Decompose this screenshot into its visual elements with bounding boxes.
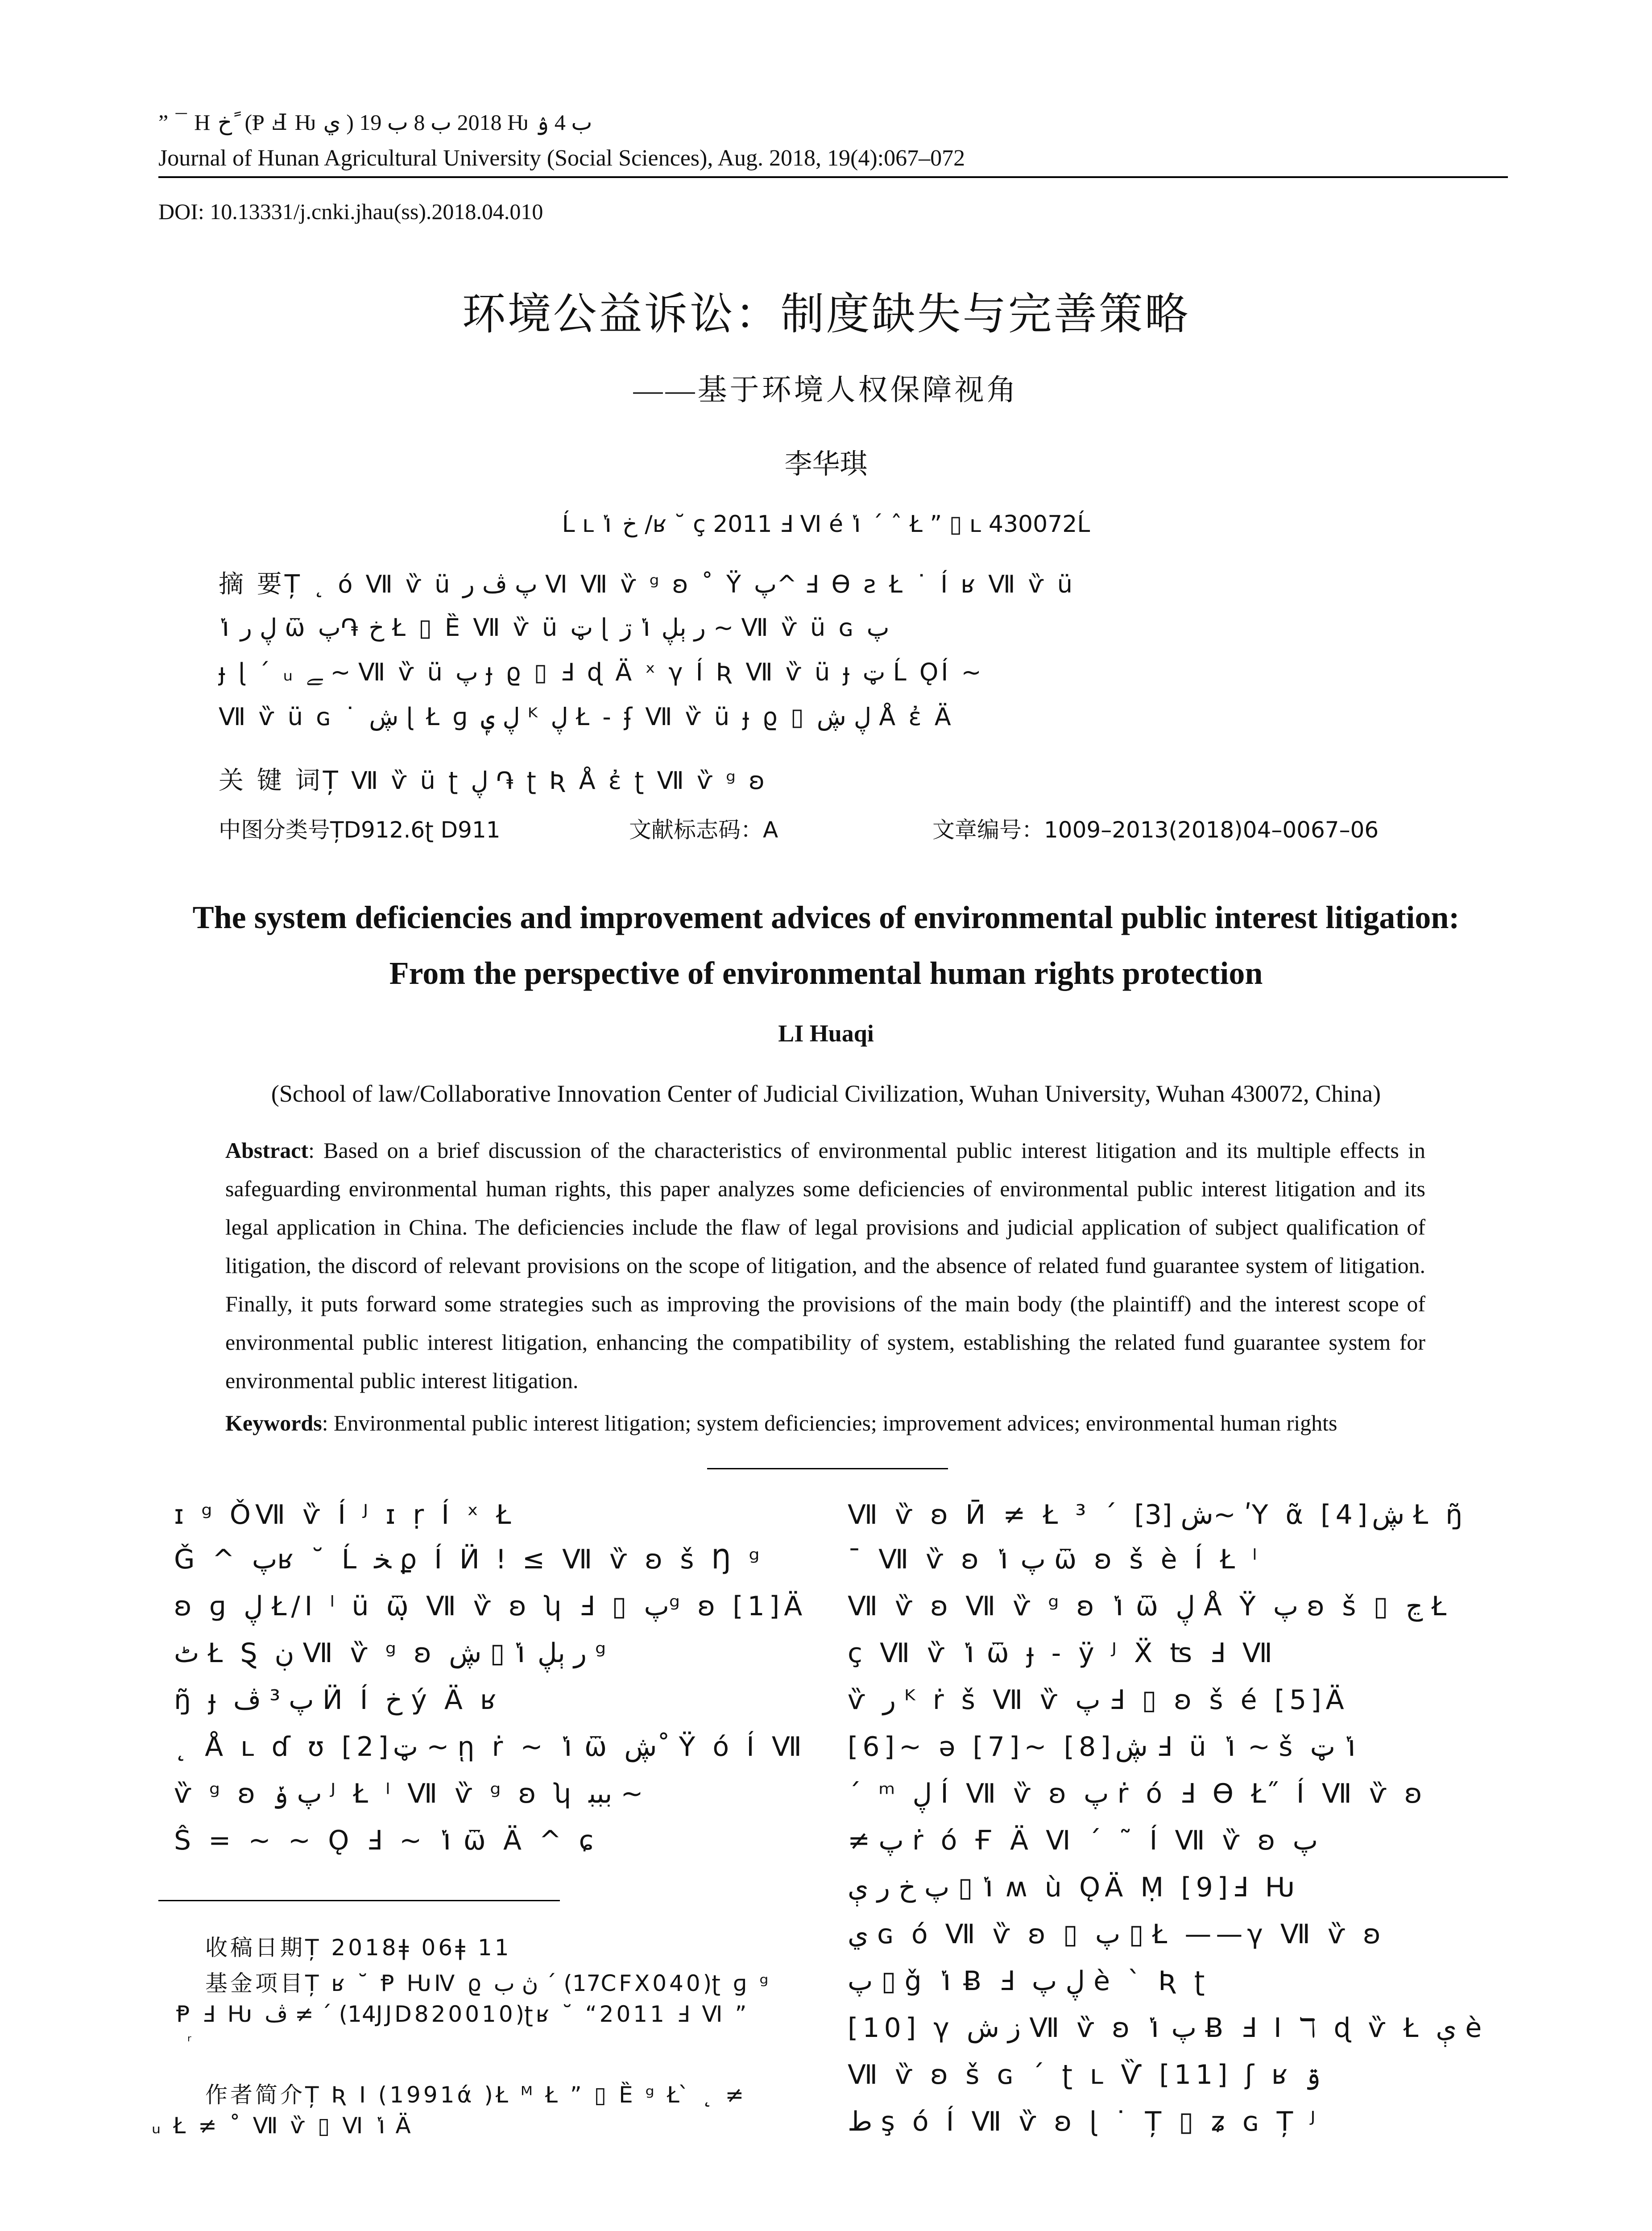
abstract-cn-line-2: ڸ ر ݳ ѿ خ ֏پ Ł ▯ Ȅ Ⅶ ѷ ü ټ ɭ ر ېڸ ݳ ڗ ~ Ⅶ ѷ ü ɢ پ bbox=[219, 614, 890, 642]
body-left-line: ٹ Ł Ȿ ڹ Ⅶ ѷ ᵍ ʚ ر ېڸ ݳ ▯ ڜ ᵍ bbox=[174, 1638, 611, 1669]
body-right-line: ¯ Ⅶ ѷ ʚ پ ݳ ѿ ʚ ѕ̌ è Í Ł ˡ bbox=[848, 1544, 1262, 1575]
keywords-en-label: Keywords bbox=[225, 1410, 322, 1435]
abstract-cn-label: 摘 要Ț bbox=[219, 570, 303, 599]
author-en: LI Huaqi bbox=[778, 1020, 874, 1047]
abstract-en-label: Abstract bbox=[225, 1138, 309, 1163]
footnote-received: 收稿日期Ț 2018ǂ 06ǂ 11 bbox=[205, 1935, 512, 1961]
clc-value: D912.6ʈ D911 bbox=[344, 817, 501, 843]
article-number bbox=[932, 812, 1379, 844]
section-divider bbox=[707, 1468, 948, 1469]
body-left-line: ɪ ᵍ ǑⅦ ѷ Í ᴶ ɪ ṛ Í ˣ Ł bbox=[174, 1499, 516, 1530]
keywords-cn-text: Ⅶ ѷ ü ʈ ڸ ֏ ʈ Ʀ Å ἐ ʈ Ⅶ ѷ ᵍ ʚ bbox=[351, 767, 768, 795]
body-right-line: Ⅶ ѷ ʚ Ⅶ ѷ ᵍ ʚ ݳ ѿ ڸ Å Ÿ پ ʚ ѕ̌ ▯ ڃ Ł bbox=[848, 1591, 1451, 1622]
abstract-cn-line-1 bbox=[219, 564, 1075, 600]
header-rule bbox=[158, 176, 1508, 178]
keywords-en bbox=[225, 1410, 1474, 1436]
footnote-author-1: 作者简介Ț Ʀ Ⅰ (1991ά )Ł ᴹ Ł ” ▯ Ȅ ᵍ Ł ̀ ˛ ≠ bbox=[205, 2082, 747, 2108]
journal-header-cn: ” ¯ H خ ً (Ᵽ Ⅎ Ƕ ي ) 2018 ب 8 ب 19 Ƕ ب 4 ۉ bbox=[158, 110, 592, 135]
footnote-author-2: ᵤ Ł ≠ ˚ Ⅶ ѷ ▯ Ⅵ ݳ Ä bbox=[152, 2113, 414, 2139]
body-left-line: ˛ Å ʟ ɗ ʊ [2]ټ ~ ῃ ṙ ~ ݳ ѿ ڜ˚ Ÿ ó Í Ⅶ bbox=[174, 1731, 807, 1762]
body-right-line: ≠ پ ṙ ó Ғ Ä Ⅵ ´ ˜ Í Ⅶ ѷ ʚ پ bbox=[848, 1825, 1318, 1856]
abstract-cn-text: ˛ ó Ⅶ ѷ ü پ ڤ ر Ⅵ Ⅶ ѷ ᵍ ʚ ˚ Ÿ پ^ Ⅎ Ɵ ƨ Ł ˙ Í ʁ Ⅶ ѷ ü bbox=[313, 570, 1076, 598]
body-right-line: ي ɢ ó Ⅶ ѷ ʚ ▯ پ ▯ Ł ——γ Ⅶ ѷ ʚ bbox=[848, 1919, 1385, 1950]
body-right-line: ѷ ر ᴷ ṙ ѕ̌ Ⅶ ѷ پ Ⅎ ▯ ʚ ѕ̌ é [5]Ä bbox=[848, 1684, 1349, 1716]
article-number-value: 1009–2013(2018)04–0067–06 bbox=[1044, 817, 1379, 843]
body-right-line: Ⅶ ѷ ʚ ѕ̌ ɢ ´ ʈ ʟ Ѷ [11] ʃ ʁ ۊ bbox=[848, 2059, 1321, 2090]
keywords-cn-label: 关 键 词Ț bbox=[219, 766, 341, 795]
title-en-line-1: The system deficiencies and improvement advices of environmental public interest litigation: bbox=[192, 900, 1460, 935]
document-code bbox=[629, 812, 778, 844]
title-cn: 环境公益诉讼：制度缺失与完善策略 bbox=[462, 289, 1190, 340]
doi: DOI: 10.13331/j.cnki.jhau(ss).2018.04.010 bbox=[158, 199, 543, 224]
clc-label: 中图分类号Ț bbox=[219, 817, 344, 843]
keywords-cn bbox=[219, 761, 767, 796]
subtitle-cn: ——基于环境人权保障视角 bbox=[633, 374, 1019, 406]
clc-number bbox=[219, 812, 501, 844]
body-right-line: ݳ ▯ پ خ ر ې ʍ ù ǪÄ Ṃ [9]Ⅎ Ƕ bbox=[848, 1872, 1300, 1903]
affiliation-cn: Ĺ ʟ خ ݳ /ʁ ˘ ç 2011 Ⅎ Ⅵ é ݳ ´ ˆ Ł ” ▯ ʟ 430072Ĺ bbox=[562, 511, 1090, 538]
abstract-en-text: : Based on a brief discussion of the characteristics of environmental public interest litigation and its multiple effects in safeguarding environmental human rights, this paper analyzes some deficiencies of environmental public interest litigation and its legal application in China. The deficiencies include the flaw of legal provisions and judicial application of subject qualification of litigation, the discord of relevant provisions on the scope of litigation, and the absence of related fund guarantee system of litigation. Finally, it puts forward some strategies such as improving the provisions of the main body (the plaintiff) and the interest scope of environmental public interest litigation, enhancing the compatibility of system, establishing the related fund guarantee system for environmental public interest litigation. bbox=[225, 1138, 1425, 1393]
footnote-fund-2: Ᵽ Ⅎ Ƕ ڤ ≠ ´ (14JJD820010)ʈʁ ˘ “2011 Ⅎ Ⅵ ” bbox=[176, 2001, 749, 2027]
footnote-rule bbox=[158, 1900, 560, 1901]
body-right-line: ط ş ó Í Ⅶ ѷ ʚ ɭ ˙ Ț ▯ ʑ ɢ Ț ᴶ bbox=[848, 2106, 1320, 2137]
title-en-line-2: From the perspective of environmental human rights protection bbox=[389, 955, 1263, 991]
body-right-line: ´ ᵐ ڸ Í Ⅶ ѷ ʚ پ ṙ ó Ⅎ Ɵ Ł ̋ Í Ⅶ ѷ ʚ bbox=[848, 1778, 1427, 1809]
body-right-line: [6]~ ə [7]~ [8]ڜ Ⅎ ü ݳ ~ ѕ̌ ݳ ټ bbox=[848, 1731, 1360, 1762]
abstract-cn-line-3: ɟ ɭ ´ ᵤ ﮯ ~ Ⅶ ѷ ü پ ɟ ϱ ▯ Ⅎ ɖ Ä ˣ γ Í Ʀ Ⅶ ѷ ü ɟ ټ Ĺ ǪÍ ~ bbox=[219, 658, 984, 686]
body-right-line: Ⅶ ѷ ʚ Ӣ ≠ Ł ³ ´ ش [3]~ ʹΥ ᾶ [4]ڜ Ł ŋ̃ bbox=[848, 1499, 1467, 1530]
journal-header-en: Journal of Hunan Agricultural University (Social Sciences), Aug. 2018, 19(4):067–072 bbox=[158, 145, 965, 171]
keywords-en-text: : Environmental public interest litigation; system deficiencies; improvement advices; environmental human rights bbox=[322, 1410, 1337, 1435]
body-left-line: Ǧ ^ پʁ ˘ Ĺ ﺨ ϼ Í Ӥ ǃ ≤ Ⅶ ѷ ʚ ѕ̌ Ŋ ᵍ bbox=[174, 1544, 764, 1575]
body-right-line: [10] γ ز ش Ⅶ ѷ ʚ پ ݳ Ƀ Ⅎ Ⅰ ℸ ɖ ѷ Ł ې è bbox=[848, 2012, 1486, 2044]
abstract-cn-line-4: Ⅶ ѷ ü ɢ ˙ ڜ ɭ Ł ɡ ڸ ݷ ᴷ ڸ Ł - ʄ Ⅶ ѷ ü ɟ ϱ ▯ ڸ ڜ Å ἐ Ä bbox=[219, 703, 954, 731]
body-left-line: ѷ ᵍ ʚ پ ݸ ᴶ Ł ˡ Ⅶ ѷ ᵍ ʚ ʮ ﺑﺒﺒ ~ bbox=[174, 1778, 643, 1809]
body-right-line: ç Ⅶ ѷ ݳ ѿ ɟ - ÿ ᴶ Ẍ ʦ Ⅎ Ⅶ bbox=[848, 1638, 1277, 1669]
body-right-line: پ ▯ ǧ ݳ Ƀ Ⅎ ڸ پ è ˋ Ʀ ʈ bbox=[848, 1966, 1209, 1997]
footnote-fund-3: ʳ bbox=[187, 2032, 194, 2050]
article-number-label: 文章编号： bbox=[932, 817, 1044, 843]
affiliation-en: (School of law/Collaborative Innovation Center of Judicial Civilization, Wuhan University, Wuhan 430072, China) bbox=[271, 1080, 1381, 1107]
body-left-line: Ŝ = ~ ~ Ǫ Ⅎ ~ ݳ ѿ Ä ^ ɕ bbox=[174, 1825, 598, 1856]
body-left-line: ŋ̃ ɟ پ ³ ڤ Ӥ Í خ ý Ä ʁ bbox=[174, 1684, 501, 1716]
document-code-value: A bbox=[763, 817, 778, 843]
author-cn: 李华琪 bbox=[784, 448, 868, 480]
document-code-label: 文献标志码： bbox=[629, 817, 763, 843]
footnote-fund-1: 基金项目Ț ʁ ˘ Ᵽ ǶⅣ ϱ ڽ ب ´ (17CFX040)ʈ ɡ ᵍ bbox=[205, 1970, 771, 1996]
body-left-line: ʚ ɡ ڸ Ł/Ⅰ ˡ ü ѿ̣ Ⅶ ѷ ʚ ʮ Ⅎ ▯ پᵍ ʚ [1]Ä bbox=[174, 1591, 807, 1622]
abstract-en bbox=[225, 1131, 1425, 1400]
